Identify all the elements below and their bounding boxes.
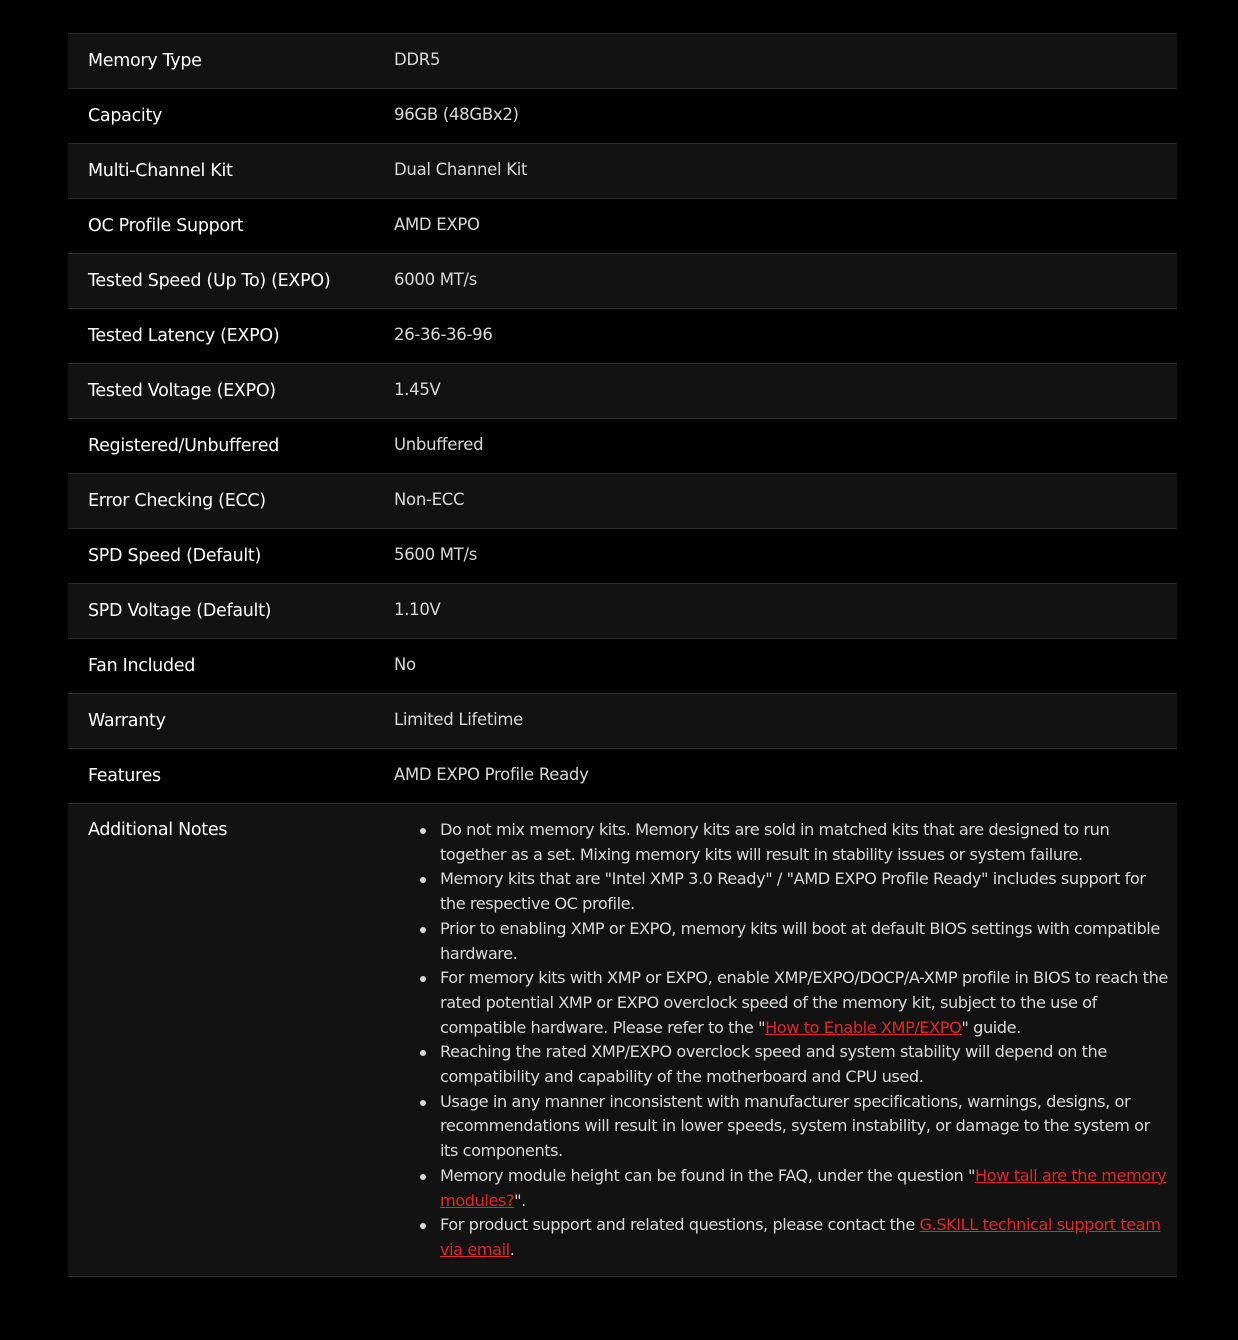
list-item [420,1164,1169,1213]
list-item [420,1040,1169,1089]
spec-label: Multi-Channel Kit [88,161,233,181]
spec-label: Tested Latency (EXPO) [88,326,280,346]
spec-label: Features [88,766,161,786]
spec-value: Unbuffered [394,435,484,454]
how-to-enable-xmp-expo-link[interactable]: How to Enable XMP/EXPO [765,1017,962,1037]
spec-value: 5600 MT/s [394,545,478,564]
spec-label: SPD Speed (Default) [88,546,262,566]
spec-value: Non-ECC [394,490,465,509]
note-text: Memory module height can be found in the FAQ, under the question " [440,1165,976,1185]
spec-row-features [68,749,1177,804]
spec-label: OC Profile Support [88,216,244,236]
spec-value: DDR5 [394,50,441,69]
note-text: Memory kits that are "Intel XMP 3.0 Ready" / "AMD EXPO Profile Ready" includes support for the respective OC profile. [440,869,1146,914]
spec-label: Warranty [88,711,166,731]
list-item [420,818,1169,867]
spec-label: Tested Speed (Up To) (EXPO) [88,271,331,291]
spec-value: No [394,655,416,674]
spec-row-oc-profile-support [68,199,1177,254]
spec-row-registered-unbuffered [68,419,1177,474]
spec-value: AMD EXPO [394,215,480,234]
spec-label: Capacity [88,106,163,126]
list-item [420,1213,1169,1262]
spec-row-capacity [68,89,1177,144]
spec-label: Fan Included [88,656,196,676]
spec-label: SPD Voltage (Default) [88,601,272,621]
spec-value: 26-36-36-96 [394,325,493,344]
note-text: Prior to enabling XMP or EXPO, memory kits will boot at default BIOS settings with compatible hardware. [440,918,1160,963]
spec-value: 1.10V [394,600,441,619]
spec-label: Tested Voltage (EXPO) [88,381,276,401]
note-text: Do not mix memory kits. Memory kits are sold in matched kits that are designed to run together as a set. Mixing memory kits will result in stability issues or system failure. [440,820,1110,864]
spec-value: Limited Lifetime [394,710,523,729]
spec-row-tested-voltage [68,364,1177,419]
spec-row-multi-channel-kit [68,144,1177,199]
spec-row-spd-speed [68,529,1177,584]
list-item [420,917,1169,966]
note-text: Reaching the rated XMP/EXPO overclock speed and system stability will depend on the compatibility and capability of the motherboard and CPU used. [440,1042,1107,1087]
spec-row-warranty [68,694,1177,749]
specifications-table [68,33,1177,1277]
spec-label: Memory Type [88,51,202,71]
note-text-after: ". [514,1190,526,1210]
note-text: For memory kits with XMP or EXPO, enable XMP/EXPO/DOCP/A-XMP profile in BIOS to reach the rated potential XMP or EXPO overclock speed of the memory kit, subject to the use of compatible hardware. Please refer to the " [440,968,1168,1037]
note-text-after: . [509,1239,515,1259]
list-item [420,966,1169,1040]
spec-row-memory-type [68,34,1177,89]
spec-value: AMD EXPO Profile Ready [394,765,589,784]
spec-label: Error Checking (ECC) [88,491,266,511]
notes-list [394,804,1177,1276]
spec-value: 6000 MT/s [394,270,478,289]
list-item [420,867,1169,916]
spec-label: Registered/Unbuffered [88,436,280,456]
spec-row-spd-voltage [68,584,1177,639]
spec-row-error-checking [68,474,1177,529]
spec-row-tested-latency [68,309,1177,364]
spec-row-fan-included [68,639,1177,694]
spec-value: Dual Channel Kit [394,160,528,179]
notes-label: Additional Notes [88,820,228,840]
spec-value: 96GB (48GBx2) [394,105,519,124]
note-text: Usage in any manner inconsistent with manufacturer specifications, warnings, designs, or recommendations will result in lower speeds, system instability, or damage to the system or its components. [440,1091,1150,1161]
spec-row-tested-speed [68,254,1177,309]
spec-row-additional-notes [68,804,1177,1277]
technical-support-email-link[interactable]: G.SKILL technical support team via email [440,1215,1161,1259]
memory-module-height-faq-link[interactable]: How tall are the memory modules? [440,1165,1167,1210]
note-text-after: " guide. [961,1017,1021,1037]
list-item [420,1090,1169,1164]
note-text: For product support and related questions, please contact the [440,1215,920,1235]
spec-value: 1.45V [394,380,441,399]
